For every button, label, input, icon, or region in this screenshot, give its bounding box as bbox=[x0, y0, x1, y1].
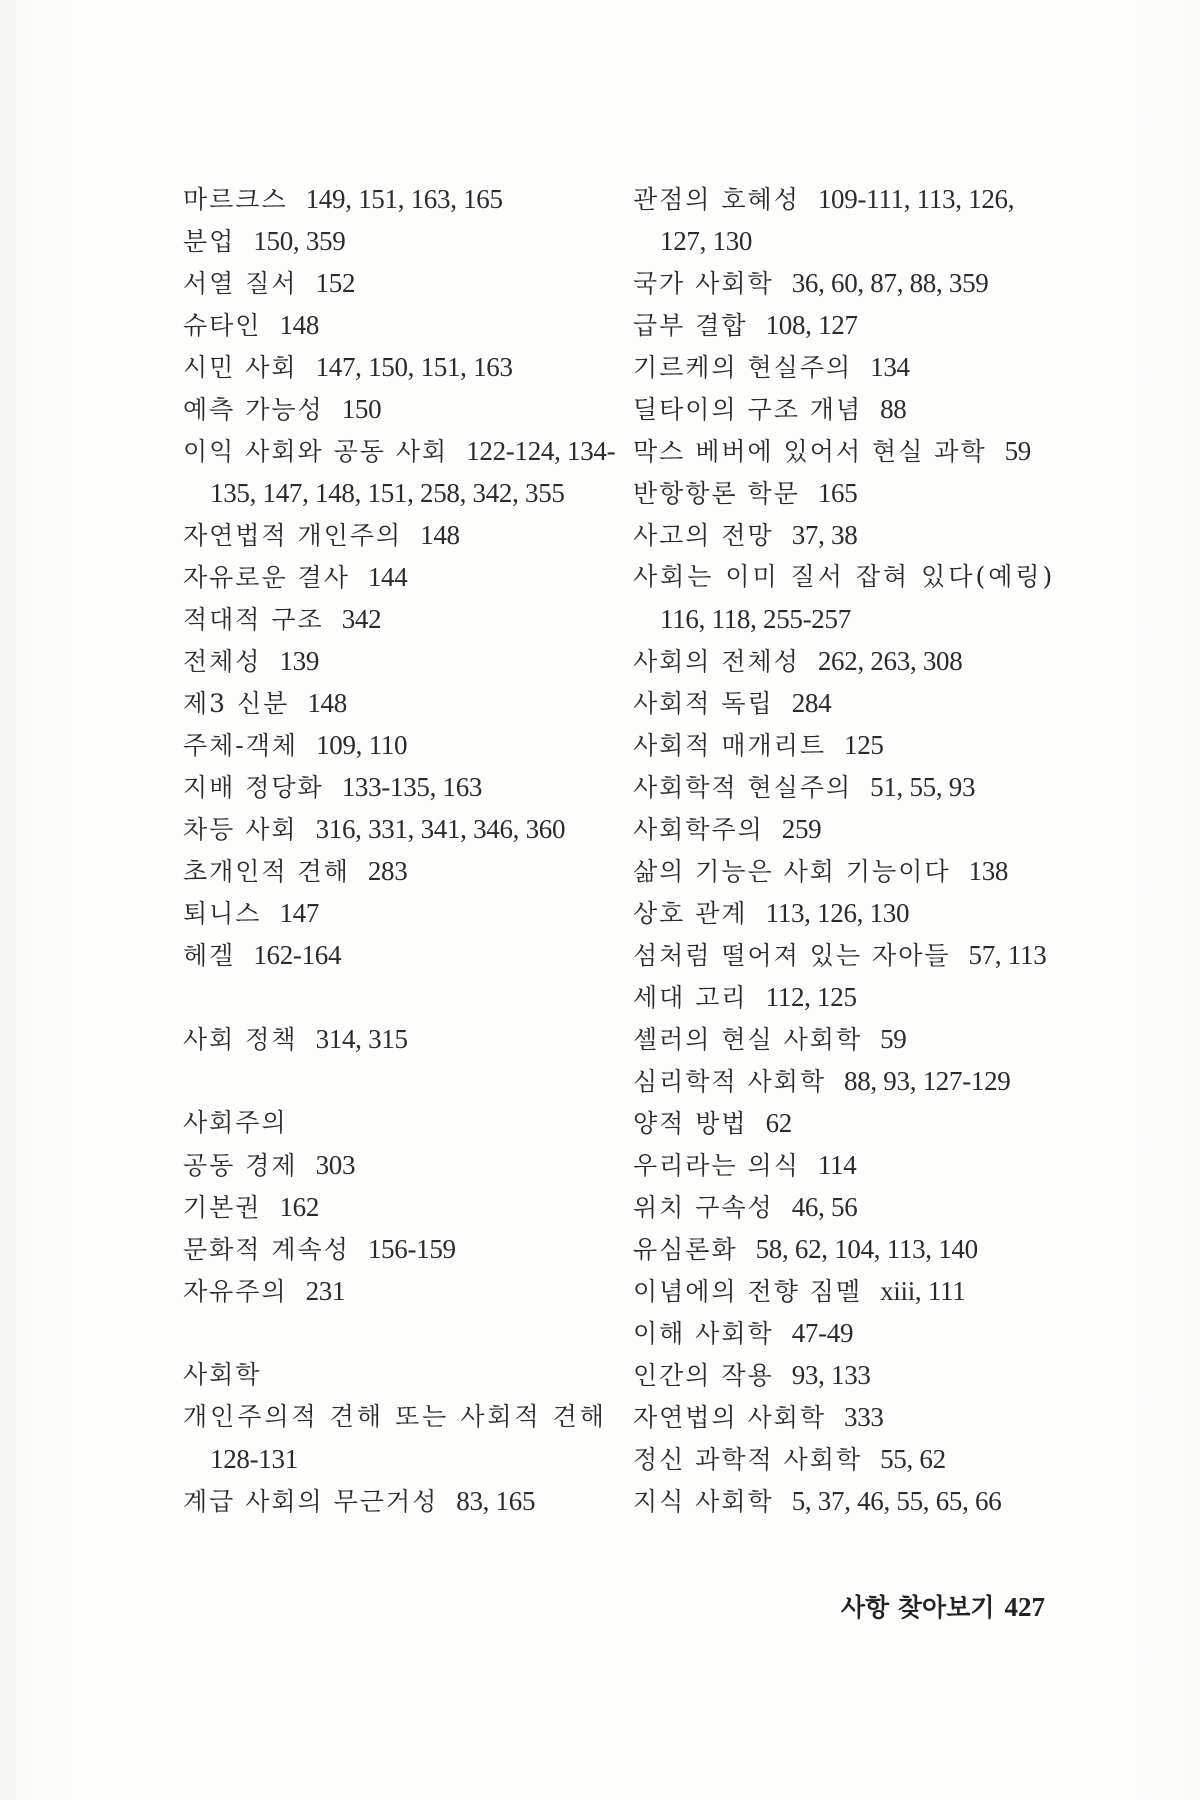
index-term: 이념에의 전향 짐멜 bbox=[633, 1277, 863, 1306]
index-entry bbox=[183, 220, 613, 262]
index-page-refs: 109, 110 bbox=[316, 730, 408, 760]
index-entry bbox=[183, 1354, 613, 1396]
index-spacer bbox=[183, 976, 613, 1018]
index-term: 지식 사회학 bbox=[633, 1487, 774, 1516]
index-term: 문화적 계속성 bbox=[183, 1235, 350, 1264]
index-term: 공동 경제 bbox=[183, 1151, 298, 1180]
index-term: 적대적 구조 bbox=[183, 605, 324, 634]
index-page-refs: 148 bbox=[307, 688, 347, 718]
index-page-refs: 59 bbox=[1004, 436, 1031, 466]
index-entry-continuation bbox=[633, 598, 1093, 640]
index-page-refs: 150, 359 bbox=[253, 226, 346, 256]
index-term: 제3 신분 bbox=[183, 689, 290, 718]
index-term: 사회적 매개리트 bbox=[633, 731, 826, 760]
index-page-refs: 134 bbox=[870, 352, 910, 382]
index-page-refs: 162-164 bbox=[253, 940, 342, 970]
index-spacer bbox=[183, 1312, 613, 1354]
index-term: 차등 사회 bbox=[183, 815, 298, 844]
index-term: 사회학 bbox=[183, 1360, 262, 1389]
index-page-refs: 36, 60, 87, 88, 359 bbox=[791, 268, 989, 298]
index-term: 섬처럼 떨어져 있는 자아들 bbox=[633, 941, 951, 970]
index-term: 슈타인 bbox=[183, 311, 262, 340]
index-page-refs: 283 bbox=[367, 856, 408, 886]
index-term: 마르크스 bbox=[183, 185, 288, 214]
index-entry bbox=[183, 724, 613, 766]
index-entry bbox=[633, 1312, 1093, 1354]
index-page-refs: 147 bbox=[279, 898, 320, 928]
index-term: 퇴니스 bbox=[183, 899, 262, 928]
index-entry bbox=[633, 472, 1093, 514]
index-page-refs: 316, 331, 341, 346, 360 bbox=[315, 814, 566, 844]
index-entry bbox=[633, 1060, 1093, 1102]
index-entry bbox=[633, 304, 1093, 346]
index-entry bbox=[183, 1270, 613, 1312]
index-column-left bbox=[183, 178, 616, 1522]
index-entry bbox=[633, 724, 1093, 766]
index-page-refs: 112, 125 bbox=[765, 982, 857, 1012]
index-term: 사고의 전망 bbox=[633, 521, 774, 550]
index-entry bbox=[633, 388, 1093, 430]
index-entry bbox=[183, 1396, 613, 1438]
index-page-refs: 55, 62 bbox=[880, 1444, 946, 1474]
index-term: 전체성 bbox=[183, 647, 262, 676]
index-entry bbox=[183, 808, 613, 850]
index-page-refs: 122-124, 134- bbox=[466, 436, 616, 466]
index-term: 자연법적 개인주의 bbox=[183, 521, 403, 550]
index-page-refs: 113, 126, 130 bbox=[765, 898, 910, 928]
index-term: 심리학적 사회학 bbox=[633, 1067, 826, 1096]
index-page-refs: 58, 62, 104, 113, 140 bbox=[755, 1234, 978, 1264]
index-page-refs: 109-111, 113, 126, bbox=[817, 184, 1015, 214]
index-term: 막스 베버에 있어서 현실 과학 bbox=[633, 437, 987, 466]
index-page-refs: 127, 130 bbox=[660, 226, 753, 256]
index-entry bbox=[183, 346, 613, 388]
index-entry bbox=[633, 976, 1093, 1018]
index-term: 사회적 독립 bbox=[633, 689, 774, 718]
index-entry bbox=[183, 514, 613, 556]
index-page-refs: 116, 118, 255-257 bbox=[660, 604, 851, 634]
index-entry bbox=[633, 262, 1093, 304]
index-page-refs: 138 bbox=[968, 856, 1009, 886]
index-page-refs: 150 bbox=[341, 394, 382, 424]
index-term: 자유주의 bbox=[183, 1277, 288, 1306]
index-entry bbox=[183, 388, 613, 430]
index-entry bbox=[183, 1228, 613, 1270]
index-entry bbox=[633, 682, 1093, 724]
index-page-refs: 333 bbox=[844, 1402, 884, 1432]
index-page-refs: 259 bbox=[781, 814, 822, 844]
index-page-refs: 342 bbox=[341, 604, 382, 634]
index-term: 사회는 이미 질서 잡혀 있다(예링) bbox=[633, 562, 1056, 591]
index-entry bbox=[183, 934, 613, 976]
index-entry bbox=[633, 892, 1093, 934]
index-page-refs: 125 bbox=[844, 730, 884, 760]
index-page-refs: 57, 113 bbox=[968, 940, 1047, 970]
index-entry bbox=[183, 640, 613, 682]
index-page-refs: 46, 56 bbox=[791, 1192, 858, 1222]
index-entry bbox=[633, 1480, 1093, 1522]
index-term: 헤겔 bbox=[183, 941, 236, 970]
index-term: 정신 과학적 사회학 bbox=[633, 1445, 863, 1474]
index-page-refs: 83, 165 bbox=[456, 1486, 536, 1516]
index-term: 예측 가능성 bbox=[183, 395, 324, 424]
index-entry bbox=[633, 1102, 1093, 1144]
index-entry bbox=[633, 1438, 1093, 1480]
index-term: 지배 정당화 bbox=[183, 773, 324, 802]
page-footer bbox=[841, 1588, 1045, 1624]
index-entry-continuation bbox=[183, 472, 613, 514]
index-entry-continuation bbox=[183, 1438, 613, 1480]
index-entry bbox=[633, 808, 1093, 850]
index-entry bbox=[633, 1270, 1093, 1312]
index-page-refs: 128-131 bbox=[210, 1444, 298, 1474]
index-page-refs: 284 bbox=[791, 688, 832, 718]
index-page-refs: 148 bbox=[279, 310, 320, 340]
index-entry bbox=[183, 766, 613, 808]
index-term: 자연법의 사회학 bbox=[633, 1403, 826, 1432]
index-entry bbox=[183, 262, 613, 304]
index-term: 유심론화 bbox=[633, 1235, 738, 1264]
index-term: 딜타이의 구조 개념 bbox=[633, 395, 863, 424]
index-term: 삶의 기능은 사회 기능이다 bbox=[633, 857, 951, 886]
index-entry bbox=[633, 1144, 1093, 1186]
index-page-refs: xiii, 111 bbox=[880, 1276, 966, 1306]
index-term: 위치 구속성 bbox=[633, 1193, 774, 1222]
index-page-refs: 162 bbox=[279, 1192, 320, 1222]
index-term: 상호 관계 bbox=[633, 899, 748, 928]
index-entry bbox=[183, 682, 613, 724]
index-page-refs: 165 bbox=[817, 478, 858, 508]
index-page-refs: 37, 38 bbox=[791, 520, 858, 550]
index-entry bbox=[633, 178, 1093, 220]
index-entry bbox=[633, 1354, 1093, 1396]
index-page-refs: 114 bbox=[817, 1150, 857, 1180]
index-page-refs: 108, 127 bbox=[765, 310, 858, 340]
index-term: 시민 사회 bbox=[183, 353, 298, 382]
index-term: 주체-객체 bbox=[183, 731, 299, 760]
index-entry bbox=[633, 1186, 1093, 1228]
index-entry bbox=[183, 1186, 613, 1228]
index-spacer bbox=[183, 1060, 613, 1102]
index-entry bbox=[633, 850, 1093, 892]
index-term: 사회학적 현실주의 bbox=[633, 773, 853, 802]
index-term: 기본권 bbox=[183, 1193, 262, 1222]
index-entry bbox=[633, 1018, 1093, 1060]
index-entry bbox=[633, 934, 1093, 976]
index-page-refs: 47-49 bbox=[791, 1318, 854, 1348]
index-page-refs: 262, 263, 308 bbox=[817, 646, 963, 676]
index-term: 계급 사회의 무근거성 bbox=[183, 1487, 439, 1516]
index-term: 셸러의 현실 사회학 bbox=[633, 1025, 863, 1054]
index-entry-continuation bbox=[633, 220, 1093, 262]
index-page-refs: 149, 151, 163, 165 bbox=[305, 184, 503, 214]
index-term: 서열 질서 bbox=[183, 269, 298, 298]
index-page-refs: 88 bbox=[880, 394, 907, 424]
index-page-refs: 59 bbox=[880, 1024, 907, 1054]
index-term: 분업 bbox=[183, 227, 236, 256]
index-page-refs: 5, 37, 46, 55, 65, 66 bbox=[791, 1486, 1002, 1516]
index-page-refs: 93, 133 bbox=[791, 1360, 871, 1390]
footer-title: 사항 찾아보기 bbox=[840, 1593, 995, 1622]
index-entry bbox=[183, 598, 613, 640]
index-page-refs: 144 bbox=[367, 562, 408, 592]
index-term: 기르케의 현실주의 bbox=[633, 353, 853, 382]
index-term: 인간의 작용 bbox=[633, 1361, 774, 1390]
index-term: 세대 고리 bbox=[633, 983, 748, 1012]
index-term: 사회학주의 bbox=[633, 815, 764, 844]
index-page-refs: 152 bbox=[315, 268, 356, 298]
index-page-refs: 133-135, 163 bbox=[341, 772, 483, 802]
index-entry bbox=[183, 1102, 613, 1144]
index-term: 국가 사회학 bbox=[633, 269, 774, 298]
page-number: 427 bbox=[1004, 1592, 1045, 1622]
index-entry bbox=[183, 892, 613, 934]
index-term: 이해 사회학 bbox=[633, 1319, 774, 1348]
index-page-refs: 51, 55, 93 bbox=[870, 772, 976, 802]
index-entry bbox=[183, 304, 613, 346]
index-page-refs: 139 bbox=[279, 646, 320, 676]
index-page-refs: 62 bbox=[765, 1108, 792, 1138]
index-term: 사회의 전체성 bbox=[633, 647, 800, 676]
index-term: 사회주의 bbox=[183, 1108, 288, 1137]
index-entry bbox=[633, 514, 1093, 556]
index-entry bbox=[633, 346, 1093, 388]
index-term: 자유로운 결사 bbox=[183, 563, 350, 592]
index-entry bbox=[633, 766, 1093, 808]
index-entry bbox=[633, 556, 1093, 598]
index-term: 반항항론 학문 bbox=[633, 479, 800, 508]
index-page-refs: 231 bbox=[305, 1276, 346, 1306]
index-entry bbox=[183, 1480, 613, 1522]
index-term: 이익 사회와 공동 사회 bbox=[183, 437, 449, 466]
index-entry bbox=[633, 430, 1093, 472]
index-term: 급부 결합 bbox=[633, 311, 748, 340]
index-page-refs: 135, 147, 148, 151, 258, 342, 355 bbox=[210, 478, 565, 508]
index-term: 개인주의적 견해 또는 사회적 견해 bbox=[183, 1402, 607, 1431]
index-column-right bbox=[633, 178, 1093, 1522]
index-page-refs: 147, 150, 151, 163 bbox=[315, 352, 513, 382]
index-entry bbox=[183, 178, 613, 220]
index-page-refs: 314, 315 bbox=[315, 1024, 408, 1054]
index-entry bbox=[633, 1396, 1093, 1438]
index-page-refs: 156-159 bbox=[367, 1234, 456, 1264]
index-term: 초개인적 견해 bbox=[183, 857, 350, 886]
index-entry bbox=[183, 1144, 613, 1186]
index-page-refs: 88, 93, 127-129 bbox=[844, 1066, 1011, 1096]
index-term: 사회 정책 bbox=[183, 1025, 298, 1054]
index-entry bbox=[633, 1228, 1093, 1270]
index-term: 관점의 호혜성 bbox=[633, 185, 800, 214]
index-entry bbox=[183, 430, 616, 472]
index-entry bbox=[183, 1018, 613, 1060]
index-entry bbox=[183, 556, 613, 598]
index-entry bbox=[183, 850, 613, 892]
index-page-refs: 303 bbox=[315, 1150, 356, 1180]
index-term: 양적 방법 bbox=[633, 1109, 748, 1138]
index-entry bbox=[633, 640, 1093, 682]
index-page-refs: 148 bbox=[420, 520, 460, 550]
index-term: 우리라는 의식 bbox=[633, 1151, 800, 1180]
